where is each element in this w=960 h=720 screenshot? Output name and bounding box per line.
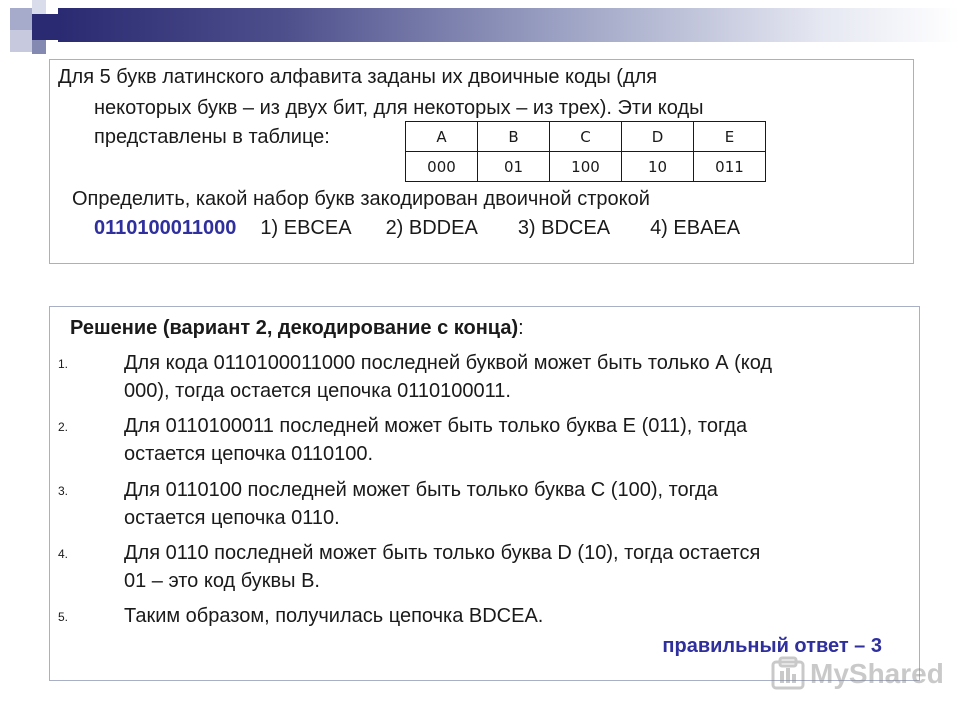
solution-title-colon: : — [518, 317, 524, 339]
code-table-cell: C — [550, 122, 622, 152]
watermark-logo-icon — [770, 656, 806, 692]
code-table-codes-row — [406, 152, 766, 182]
step-line: Для кода 0110100011000 последней буквой может быть только А (код — [124, 352, 773, 374]
step-number: 1. — [58, 357, 69, 371]
step-text — [124, 602, 543, 630]
step-number: 3. — [58, 484, 69, 498]
step-line: остается цепочка 0110. — [124, 507, 340, 529]
step-number: 2. — [58, 420, 69, 434]
correct-answer: правильный ответ – 3 — [662, 635, 882, 657]
header-square — [32, 0, 46, 14]
code-table-cell: A — [406, 122, 478, 152]
problem-question: Определить, какой набор букв закодирован двоичной строкой — [72, 188, 650, 210]
code-table-cell: E — [694, 122, 766, 152]
problem-line-3: представлены в таблице: — [94, 126, 330, 148]
step-text — [124, 539, 760, 595]
step-line: Для 0110100 последней может быть только буква С (100), тогда — [124, 479, 718, 501]
option-4: 4) EBAEA — [650, 217, 741, 239]
header-square — [32, 40, 46, 54]
header-gradient-bar — [58, 8, 960, 42]
problem-line-1: Для 5 букв латинского алфавита заданы их двоичные коды (для — [58, 66, 658, 88]
step-line: Для 0110100011 последней может быть только буква Е (011), тогда — [124, 415, 748, 437]
code-table-cell: 000 — [406, 152, 478, 182]
step-line: 01 – это код буквы В. — [124, 570, 320, 592]
problem-line-2: некоторых букв – из двух бит, для некоторых – из трех). Эти коды — [94, 97, 704, 119]
code-table-cell: D — [622, 122, 694, 152]
step-line: остается цепочка 0110100. — [124, 443, 374, 465]
code-table-cell: 01 — [478, 152, 550, 182]
step-text — [124, 476, 718, 532]
binary-string: 0110100011000 — [94, 217, 237, 239]
code-table-cell: 100 — [550, 152, 622, 182]
problem-answer-line — [94, 215, 740, 241]
header-square — [10, 30, 32, 52]
step-text — [124, 349, 772, 405]
step-number: 5. — [58, 610, 69, 624]
code-table-cell: B — [478, 122, 550, 152]
step-line: Таким образом, получилась цепочка BDCEA. — [124, 605, 544, 627]
header-square — [32, 14, 58, 40]
solution-title-text: Решение (вариант 2, декодирование с конца) — [70, 317, 519, 339]
code-table-cell: 011 — [694, 152, 766, 182]
watermark — [770, 656, 944, 692]
watermark-text: MyShared — [810, 658, 944, 689]
option-1: 1) EBCEA — [260, 217, 352, 239]
code-table — [405, 121, 766, 182]
step-line: Для 0110 последней может быть только буква D (10), тогда остается — [124, 542, 761, 564]
solution-title — [70, 315, 524, 341]
step-text — [124, 412, 747, 468]
code-table-letters-row — [406, 122, 766, 152]
option-2: 2) BDDEA — [385, 217, 478, 239]
step-number: 4. — [58, 547, 69, 561]
header-square — [10, 8, 32, 30]
option-3: 3) BDCEA — [517, 217, 611, 239]
code-table-cell: 10 — [622, 152, 694, 182]
step-line: 000), тогда остается цепочка 0110100011. — [124, 380, 511, 402]
